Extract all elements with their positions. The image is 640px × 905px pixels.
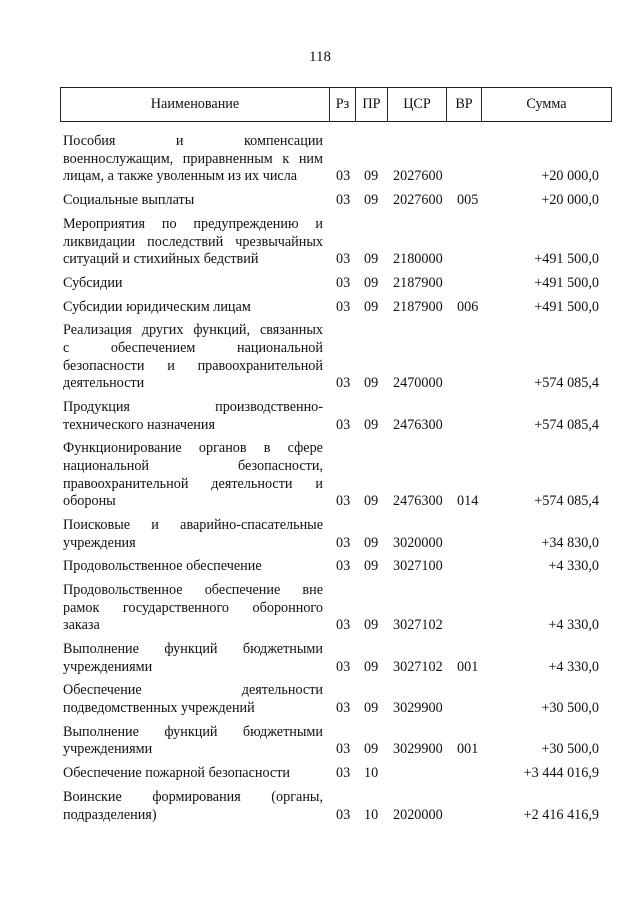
row-pr: 09	[364, 298, 379, 315]
row-rz: 03	[336, 558, 351, 575]
table-row	[63, 293, 599, 317]
row-csr: 3020000	[393, 534, 443, 551]
row-rz: 03	[336, 375, 351, 392]
row-csr: 3027102	[393, 658, 443, 675]
table-header	[60, 87, 612, 122]
header-pr: ПР	[356, 88, 388, 121]
row-name-line: деятельности	[63, 375, 145, 392]
row-name	[63, 765, 323, 783]
row-name-line: Продовольственное обеспечение вне	[63, 582, 323, 599]
row-vr: 001	[457, 741, 479, 758]
table-row	[63, 759, 599, 783]
row-rz: 03	[336, 658, 351, 675]
page-number: 118	[309, 49, 331, 65]
row-name	[63, 440, 323, 510]
row-sum: +30 500,0	[541, 700, 599, 717]
row-vr: 014	[457, 493, 479, 510]
row-name	[63, 399, 323, 434]
row-rz: 03	[336, 700, 351, 717]
row-pr: 10	[364, 806, 379, 823]
row-name-line: безопасности и правоохранительной	[63, 357, 323, 374]
row-csr: 2470000	[393, 375, 443, 392]
row-name-line: правоохранительной деятельности и	[63, 475, 323, 492]
table-row	[63, 676, 599, 717]
table-row	[63, 576, 599, 635]
header-name: Наименование	[61, 88, 330, 121]
row-name	[63, 641, 323, 676]
row-sum: +574 085,4	[534, 375, 599, 392]
row-name	[63, 216, 323, 269]
row-rz: 03	[336, 168, 351, 185]
row-pr: 09	[364, 534, 379, 551]
row-rz: 03	[336, 534, 351, 551]
row-name	[63, 682, 323, 717]
row-pr: 09	[364, 251, 379, 268]
row-pr: 09	[364, 617, 379, 634]
row-name	[63, 322, 323, 392]
row-sum: +30 500,0	[541, 741, 599, 758]
row-name	[63, 582, 323, 635]
table-row	[63, 393, 599, 434]
row-name-line: лицам, а также уволенным из их числа	[63, 168, 298, 185]
row-name-line: с обеспечением национальной	[63, 340, 323, 357]
row-name-line: учреждениями	[63, 658, 153, 675]
row-rz: 03	[336, 765, 351, 782]
row-sum: +491 500,0	[534, 298, 599, 315]
row-name	[63, 133, 323, 186]
row-name-line: Реализация других функций, связанных	[63, 322, 323, 339]
table-row	[63, 635, 599, 676]
row-sum: +574 085,4	[534, 416, 599, 433]
row-name-line: Мероприятия по предупреждению и	[63, 215, 323, 232]
row-name-line: ситуаций и стихийных бедствий	[63, 251, 259, 268]
row-rz: 03	[336, 274, 351, 291]
row-name-line: рамок государственного оборонного	[63, 599, 323, 616]
row-name-line: Обеспечение пожарной безопасности	[63, 765, 291, 782]
row-vr: 005	[457, 192, 479, 209]
row-pr: 09	[364, 700, 379, 717]
row-csr: 2476300	[393, 416, 443, 433]
row-name-line: национальной безопасности,	[63, 458, 323, 474]
table-row	[63, 186, 599, 210]
table-body	[63, 127, 599, 824]
row-rz: 03	[336, 741, 351, 758]
row-name	[63, 724, 323, 759]
row-name-line: учреждениями	[63, 741, 153, 758]
row-rz: 03	[336, 617, 351, 634]
row-name-line: Функционирование органов в сфере	[63, 440, 323, 457]
header-vr: ВР	[447, 88, 482, 121]
row-csr: 2476300	[393, 493, 443, 510]
row-name-line: подведомственных учреждений	[63, 700, 255, 717]
row-name	[63, 192, 323, 210]
row-sum: +2 416 416,9	[523, 806, 599, 823]
row-name-line: Субсидии	[63, 274, 123, 291]
table-row	[63, 434, 599, 511]
row-pr: 09	[364, 168, 379, 185]
row-csr: 3029900	[393, 741, 443, 758]
row-csr: 2020000	[393, 806, 443, 823]
row-pr: 10	[364, 765, 379, 782]
row-csr: 3027102	[393, 617, 443, 634]
row-pr: 09	[364, 493, 379, 510]
row-name	[63, 299, 323, 317]
table-row	[63, 269, 599, 293]
row-name-line: обороны	[63, 493, 116, 510]
row-sum: +491 500,0	[534, 251, 599, 268]
row-csr: 3027100	[393, 558, 443, 575]
row-name-line: Выполнение функций бюджетными	[63, 641, 323, 658]
row-name-line: Субсидии юридическим лицам	[63, 298, 251, 315]
row-name-line: Обеспечение деятельности	[63, 682, 323, 699]
row-csr: 2027600	[393, 168, 443, 185]
row-name-line: Пособия и компенсации	[63, 133, 323, 150]
header-csr: ЦСР	[388, 88, 447, 121]
row-pr: 09	[364, 416, 379, 433]
row-name	[63, 275, 323, 293]
row-name-line: Выполнение функций бюджетными	[63, 723, 323, 740]
row-sum: +20 000,0	[541, 192, 599, 209]
row-name-line: Социальные выплаты	[63, 192, 195, 209]
row-name-line: заказа	[63, 617, 100, 634]
row-csr: 2180000	[393, 251, 443, 268]
row-sum: +4 330,0	[548, 617, 599, 634]
row-rz: 03	[336, 493, 351, 510]
row-name-line: ликвидации последствий чрезвычайных	[63, 233, 323, 250]
row-name	[63, 789, 323, 824]
row-name	[63, 558, 323, 576]
row-sum: +4 330,0	[548, 558, 599, 575]
row-sum: +4 330,0	[548, 658, 599, 675]
row-vr: 006	[457, 298, 479, 315]
row-name-line: Продовольственное обеспечение	[63, 558, 262, 575]
table-row	[63, 316, 599, 393]
table-row	[63, 210, 599, 269]
row-name-line: технического назначения	[63, 416, 216, 433]
row-pr: 09	[364, 658, 379, 675]
header-sum: Сумма	[526, 96, 567, 112]
row-sum: +3 444 016,9	[523, 765, 599, 782]
table-row	[63, 511, 599, 552]
table-row	[63, 718, 599, 759]
row-csr: 2187900	[393, 298, 443, 315]
row-pr: 09	[364, 741, 379, 758]
row-csr: 2027600	[393, 192, 443, 209]
row-rz: 03	[336, 806, 351, 823]
row-sum: +574 085,4	[534, 493, 599, 510]
table-row	[63, 783, 599, 824]
row-sum: +34 830,0	[541, 534, 599, 551]
row-csr: 2187900	[393, 274, 443, 291]
row-name-line: Воинские формирования (органы,	[63, 789, 323, 805]
table-row	[63, 552, 599, 576]
table-row	[63, 127, 599, 186]
row-name-line: Поисковые и аварийно-спасательные	[63, 516, 323, 533]
row-rz: 03	[336, 298, 351, 315]
row-rz: 03	[336, 416, 351, 433]
row-rz: 03	[336, 251, 351, 268]
row-name	[63, 517, 323, 552]
row-name-line: Продукция производственно-	[63, 399, 323, 416]
row-pr: 09	[364, 558, 379, 575]
row-name-line: подразделения)	[63, 806, 157, 823]
row-sum: +491 500,0	[534, 274, 599, 291]
row-vr: 001	[457, 658, 479, 675]
row-pr: 09	[364, 274, 379, 291]
row-name-line: учреждения	[63, 534, 136, 551]
row-name-line: военнослужащим, приравненным к ним	[63, 150, 323, 167]
row-pr: 09	[364, 375, 379, 392]
row-rz: 03	[336, 192, 351, 209]
row-pr: 09	[364, 192, 379, 209]
row-sum: +20 000,0	[541, 168, 599, 185]
row-csr: 3029900	[393, 700, 443, 717]
header-rz: Рз	[330, 88, 356, 121]
